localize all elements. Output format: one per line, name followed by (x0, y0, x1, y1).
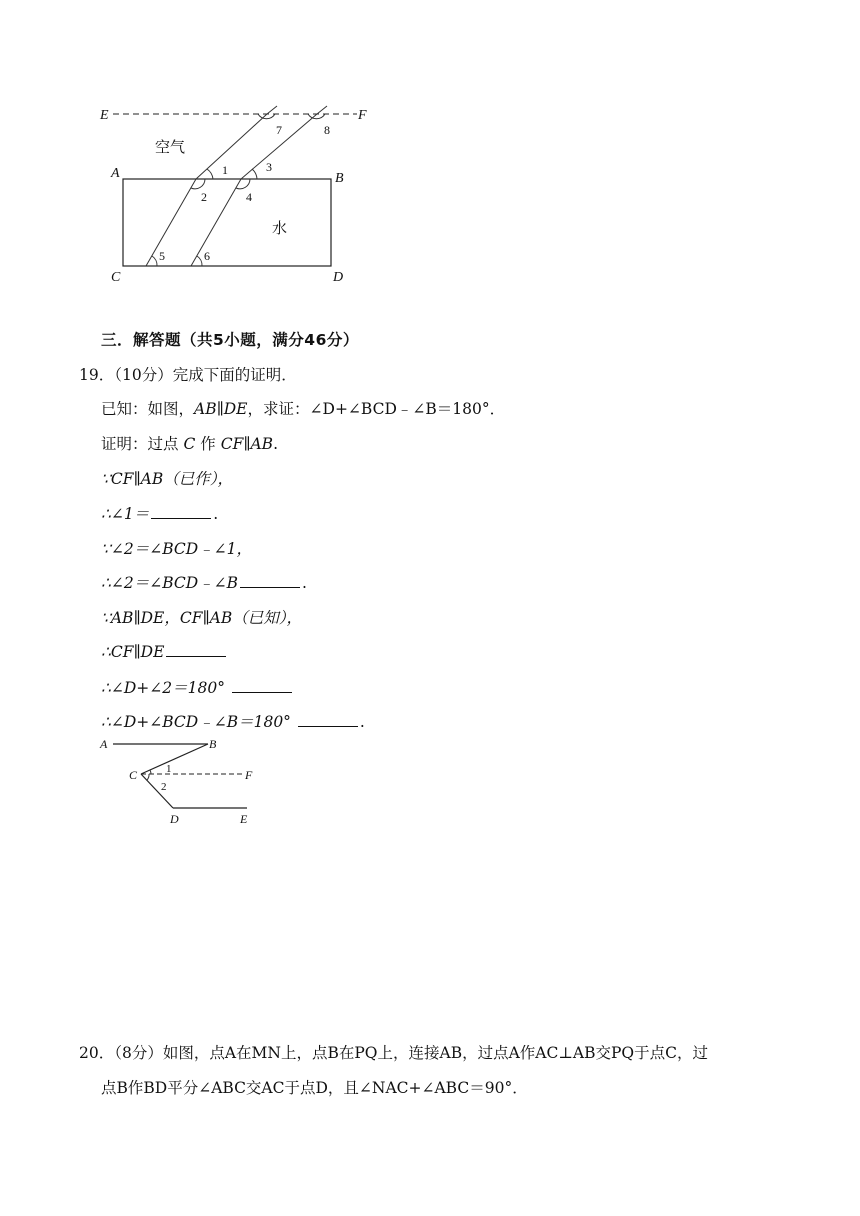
angle-arc-1 (150, 770, 151, 774)
step-text: ∴CF∥DE (101, 643, 165, 661)
q19-number: 19． (79, 366, 115, 384)
label-d: D (170, 812, 179, 826)
label-b: B (209, 737, 217, 751)
label-f: F (245, 768, 253, 782)
step-tail: . (213, 505, 219, 523)
proof-expression: CF∥AB (220, 435, 274, 453)
angle-label-1: 1 (222, 163, 228, 177)
angle-label-5: 5 (159, 249, 165, 263)
proof-step-8 (101, 710, 365, 732)
answer-blank[interactable] (232, 677, 292, 693)
beam-water-left (146, 179, 196, 266)
label-air: 空气 (155, 138, 186, 156)
parallel-lines-figure (95, 732, 265, 828)
given-end: ． (489, 400, 506, 418)
label-c: C (129, 768, 138, 782)
beam-air-left (196, 114, 267, 179)
q20-line-1 (79, 1041, 708, 1063)
label-water: 水 (272, 219, 288, 237)
q20-text-2: 点B作BD平分∠ABC交AC于点D，且∠NAC+∠ABC＝90°． (101, 1079, 528, 1097)
label-f: F (358, 108, 367, 123)
proof-step-2 (101, 502, 218, 524)
step-text: ∴∠D+∠2＝180° (101, 679, 230, 697)
proof-make: 作 (200, 435, 216, 453)
step-text: ∴∠1＝ (101, 505, 150, 523)
answer-blank[interactable] (240, 572, 300, 588)
q19-given (101, 397, 505, 419)
q20-number: 20． (79, 1044, 115, 1062)
angle-label-1: 1 (166, 763, 172, 775)
beam-air-left-ext (267, 106, 277, 114)
q20-text-1: 如图，点A在MN上，点B在PQ上，连接AB，过点A作AC⊥AB交PQ于点C，过 (162, 1044, 709, 1062)
q19-header (79, 363, 297, 385)
step-text: ∴∠D+∠BCD﹣∠B＝180° (101, 713, 296, 731)
proof-intro: 证明：过点 (101, 435, 179, 453)
q19-proof-intro (101, 432, 278, 454)
proof-step-4 (101, 571, 307, 593)
label-c: C (111, 270, 121, 285)
label-e: E (240, 812, 248, 826)
answer-blank[interactable] (166, 641, 226, 657)
refraction-figure (95, 100, 385, 290)
angle-label-4: 4 (246, 190, 252, 204)
angle-arc-3 (252, 169, 257, 179)
label-b: B (335, 171, 344, 186)
angle-arc-5 (152, 256, 157, 266)
segment-cd (141, 774, 173, 808)
proof-step-6 (101, 641, 228, 661)
step-text: ∵CF∥AB（已作）， (101, 470, 233, 488)
label-d: D (333, 270, 344, 285)
given-label: 已知：如图， (101, 400, 195, 418)
angle-label-3: 3 (266, 160, 272, 174)
label-e: E (100, 108, 109, 123)
angle-arc-1 (207, 169, 213, 179)
angle-label-2: 2 (201, 190, 207, 204)
step-tail: . (359, 713, 365, 731)
q20-line-2 (101, 1076, 528, 1098)
given-mid: ，求证： (247, 400, 310, 418)
given-goal: ∠D+∠BCD﹣∠B＝180° (309, 400, 490, 418)
step-tail: . (302, 574, 307, 592)
answer-blank[interactable] (298, 711, 358, 727)
beam-air-right-ext (317, 106, 327, 114)
proof-end: . (273, 435, 279, 453)
step-text: ∵AB∥DE，CF∥AB（已知）， (101, 609, 302, 627)
angle-label-7: 7 (276, 123, 282, 137)
angle-label-2: 2 (161, 781, 167, 793)
water-rectangle (123, 179, 331, 266)
label-a: A (100, 737, 108, 751)
q19-score: （10分） (114, 366, 173, 384)
step-text: ∵∠2＝∠BCD﹣∠1， (101, 540, 253, 558)
q19-prompt: 完成下面的证明． (172, 366, 297, 384)
proof-point: C (183, 435, 196, 453)
proof-step-5 (101, 606, 302, 628)
answer-blank[interactable] (151, 503, 211, 519)
proof-step-3 (101, 537, 252, 559)
angle-arc-2 (147, 774, 149, 780)
segment-bc (141, 744, 208, 774)
label-a: A (111, 166, 120, 181)
q20-score: （8分） (114, 1044, 163, 1062)
proof-step-7 (101, 676, 294, 698)
proof-step-1 (101, 467, 233, 489)
beam-water-right (191, 179, 241, 266)
angle-arc-6 (197, 256, 202, 266)
section-heading: 三．解答题（共5小题，满分46分） (101, 331, 359, 349)
given-expression: AB∥DE (194, 400, 248, 418)
angle-label-6: 6 (204, 249, 210, 263)
angle-label-8: 8 (324, 123, 330, 137)
step-text: ∴∠2＝∠BCD﹣∠B (101, 574, 239, 592)
